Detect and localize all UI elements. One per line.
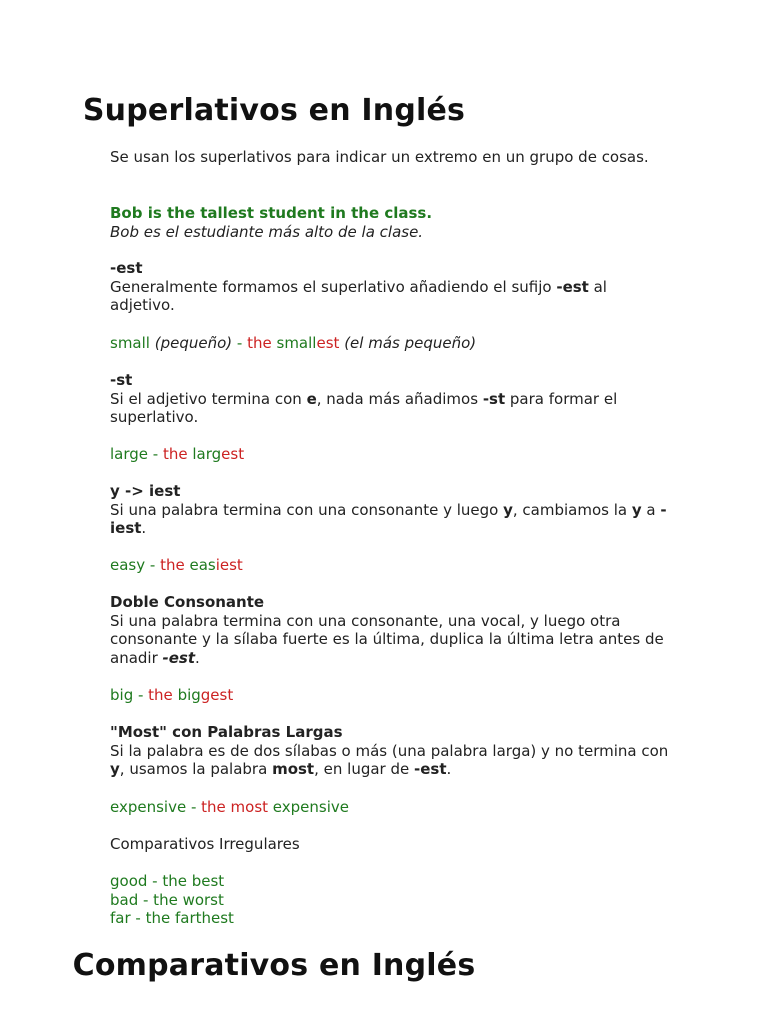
example-separator: -	[232, 334, 248, 352]
rule-bold: -est	[414, 760, 447, 778]
example-word: big	[110, 686, 134, 704]
list-item: far - the farthest	[110, 909, 234, 927]
main-example	[110, 204, 670, 241]
rule-heading: y -> iest	[110, 482, 181, 500]
rule-text-part: .	[141, 519, 147, 537]
example-most	[110, 798, 670, 817]
example-the: the	[247, 334, 277, 352]
rule-text	[110, 390, 670, 427]
example-word: easy	[110, 556, 146, 574]
rule-bold: -est	[162, 648, 196, 667]
rule-text-part: a	[641, 500, 661, 519]
rule-text-part: para formar el superlativo.	[110, 389, 618, 426]
rule-st	[110, 371, 670, 427]
rule-text-part: , usamos la palabra	[119, 760, 273, 778]
example-iest	[110, 556, 670, 575]
rule-bold: -st	[482, 389, 506, 408]
rule-heading: Doble Consonante	[110, 593, 265, 611]
rule-bold: most	[272, 760, 315, 778]
rule-heading: -st	[110, 371, 133, 389]
example-est	[110, 334, 670, 353]
example-suffix: est	[221, 445, 245, 463]
rule-text-part: al adjetivo.	[110, 277, 607, 314]
example-the: the most	[201, 798, 273, 816]
rule-bold: y	[110, 760, 120, 778]
example-suffix: iest	[215, 556, 243, 574]
example-separator: -	[186, 798, 202, 816]
rule-text-part: , en lugar de	[314, 760, 414, 778]
list-item: good - the best	[110, 872, 225, 890]
example-word: large	[110, 445, 149, 463]
example-stem: eas	[189, 556, 216, 574]
page-title: Superlativos en Inglés	[82, 93, 466, 128]
example-suffix: gest	[200, 686, 234, 704]
rule-text-part: Si el adjetivo termina con	[110, 389, 307, 408]
rule-bold: e	[306, 389, 317, 408]
rule-bold: -iest	[110, 500, 667, 537]
example-separator: -	[145, 556, 161, 574]
rule-bold: -est	[556, 277, 589, 296]
example-the: the	[148, 686, 178, 704]
rule-text	[110, 742, 670, 779]
rule-text	[110, 501, 670, 538]
example-stem: big	[177, 686, 201, 704]
list-item: bad - the worst	[110, 890, 224, 909]
rule-est	[110, 259, 670, 315]
example-word: small	[110, 334, 150, 352]
example-spanish: Bob es el estudiante más alto de la clase.	[110, 222, 424, 241]
intro-paragraph: Se usan los superlativos para indicar un extremo en un grupo de cosas.	[110, 148, 649, 166]
rule-text-part: Si una palabra termina con una consonante y luego	[110, 500, 504, 519]
rule-text-part: .	[195, 648, 200, 667]
example-stem: larg	[192, 445, 222, 463]
rule-text-part: Si una palabra termina con una consonante, una vocal, y luego otra consonante y la sílaba fuerte es la última, duplica la última letra antes de anadir	[110, 611, 664, 667]
rule-iest	[110, 482, 670, 538]
rule-text-part: , nada más añadimos	[316, 389, 483, 408]
example-stem: expensive	[272, 798, 349, 816]
rule-text-part: , cambiamos la	[512, 500, 632, 519]
rule-most	[110, 723, 670, 779]
example-word: expensive	[110, 798, 187, 816]
rule-bold: y	[631, 500, 642, 519]
rule-text	[110, 278, 670, 315]
rule-text-part: Generalmente formamos el superlativo añadiendo el sufijo	[110, 277, 557, 296]
example-translation: (pequeño)	[154, 334, 233, 352]
example-stem: small	[276, 334, 317, 352]
rule-double	[110, 593, 670, 667]
example-st	[110, 445, 670, 464]
example-translation: (el más pequeño)	[344, 334, 477, 352]
example-separator: -	[148, 445, 163, 463]
rule-text	[110, 612, 670, 668]
example-double	[110, 686, 670, 705]
example-separator: -	[133, 686, 149, 704]
rule-heading: "Most" con Palabras Largas	[110, 723, 343, 741]
example-suffix: est	[316, 334, 340, 352]
irregular-list	[110, 872, 670, 928]
next-section-title: Comparativos en Inglés	[72, 948, 476, 983]
rule-heading: -est	[110, 259, 143, 277]
rule-text-part: Si la palabra es de dos sílabas o más (una palabra larga) y no termina con	[110, 741, 669, 760]
example-english: Bob is the tallest student in the class.	[110, 204, 433, 222]
example-the: the	[160, 556, 190, 574]
example-the: the	[162, 445, 193, 463]
rule-bold: y	[503, 500, 513, 519]
irregular-heading: Comparativos Irregulares	[110, 835, 300, 853]
rule-text-part: .	[446, 760, 452, 778]
